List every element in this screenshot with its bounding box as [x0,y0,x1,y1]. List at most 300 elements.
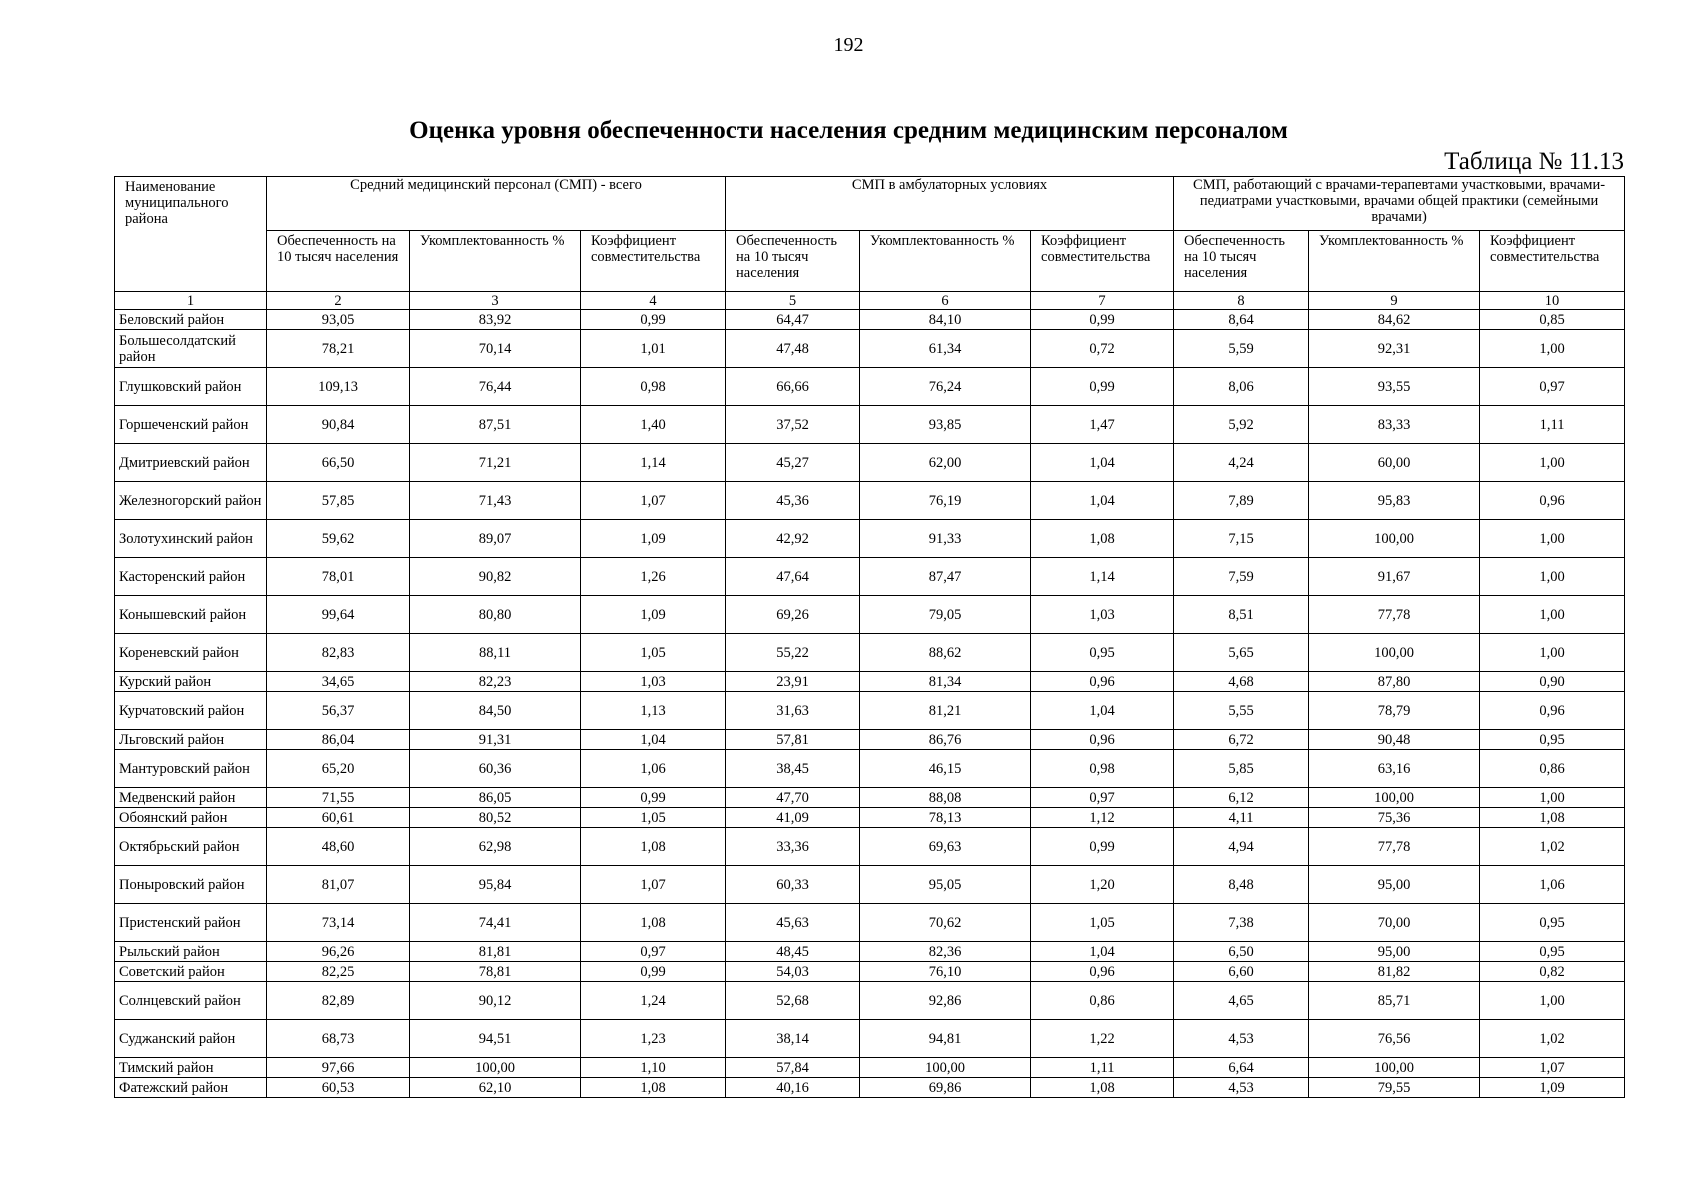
table-cell: 1,09 [581,520,726,558]
table-cell: 5,55 [1174,692,1309,730]
subheader-staffing: Укомплектованность % [410,231,581,292]
table-cell: 95,83 [1309,482,1480,520]
header-group-ambulatory: СМП в амбулаторных условиях [726,177,1174,231]
table-row [115,310,1625,330]
table-cell: 37,52 [726,406,860,444]
subheader-coefficient: Коэффициент совместительства [1031,231,1174,292]
table-cell: 71,43 [410,482,581,520]
table-cell: 0,96 [1480,692,1625,730]
table-cell: 78,79 [1309,692,1480,730]
table-cell: 82,83 [267,634,410,672]
table-cell: 75,36 [1309,808,1480,828]
table-row [115,368,1625,406]
table-cell: 6,60 [1174,962,1309,982]
table-cell: 0,96 [1480,482,1625,520]
table-cell: 82,36 [860,942,1031,962]
table-cell: 1,06 [581,750,726,788]
table-cell: 1,14 [1031,558,1174,596]
table-cell: 0,97 [1480,368,1625,406]
table-cell: 4,11 [1174,808,1309,828]
table-cell: 0,82 [1480,962,1625,982]
table-cell: 88,62 [860,634,1031,672]
table-cell: 1,40 [581,406,726,444]
table-row [115,330,1625,368]
table-row [115,444,1625,482]
table-cell: 4,24 [1174,444,1309,482]
table-cell: 1,08 [581,1078,726,1098]
table-cell: 60,61 [267,808,410,828]
table-cell: 74,41 [410,904,581,942]
table-cell: 57,85 [267,482,410,520]
table-cell: 45,63 [726,904,860,942]
table-cell: 7,59 [1174,558,1309,596]
table-row [115,866,1625,904]
table-cell: 40,16 [726,1078,860,1098]
table-cell: 0,95 [1480,730,1625,750]
table-cell: 80,80 [410,596,581,634]
table-cell: 1,04 [1031,692,1174,730]
table-cell: 1,04 [1031,942,1174,962]
column-number: 10 [1480,292,1625,310]
table-cell: 6,64 [1174,1058,1309,1078]
table-row [115,520,1625,558]
table-cell: 86,04 [267,730,410,750]
table-cell: 0,97 [581,942,726,962]
table-cell: 1,09 [581,596,726,634]
column-number: 5 [726,292,860,310]
table-cell: 100,00 [860,1058,1031,1078]
district-name: Курчатовский район [115,692,267,730]
column-number: 1 [115,292,267,310]
table-cell: 6,50 [1174,942,1309,962]
table-cell: 63,16 [1309,750,1480,788]
table-cell: 1,04 [581,730,726,750]
column-number: 2 [267,292,410,310]
table-cell: 59,62 [267,520,410,558]
district-name: Льговский район [115,730,267,750]
table-cell: 0,99 [581,310,726,330]
table-row [115,828,1625,866]
table-cell: 7,38 [1174,904,1309,942]
table-row [115,982,1625,1020]
table-cell: 1,10 [581,1058,726,1078]
table-cell: 38,45 [726,750,860,788]
table-cell: 96,26 [267,942,410,962]
table-cell: 1,04 [1031,482,1174,520]
table-cell: 81,81 [410,942,581,962]
table-cell: 93,85 [860,406,1031,444]
table-header-row [115,177,1625,231]
table-cell: 1,00 [1480,520,1625,558]
table-cell: 73,14 [267,904,410,942]
table-cell: 61,34 [860,330,1031,368]
table-cell: 0,98 [581,368,726,406]
table-cell: 94,51 [410,1020,581,1058]
table-cell: 1,20 [1031,866,1174,904]
table-cell: 88,08 [860,788,1031,808]
table-cell: 4,53 [1174,1020,1309,1058]
table-row [115,788,1625,808]
table-cell: 92,86 [860,982,1031,1020]
table-cell: 57,81 [726,730,860,750]
table-cell: 1,14 [581,444,726,482]
table-cell: 78,81 [410,962,581,982]
table-cell: 5,92 [1174,406,1309,444]
column-number-row [115,292,1625,310]
table-cell: 57,84 [726,1058,860,1078]
table-cell: 55,22 [726,634,860,672]
subheader-coefficient: Коэффициент совместительства [581,231,726,292]
table-cell: 100,00 [1309,634,1480,672]
table-cell: 64,47 [726,310,860,330]
table-cell: 82,25 [267,962,410,982]
table-cell: 47,64 [726,558,860,596]
table-cell: 54,03 [726,962,860,982]
table-cell: 45,36 [726,482,860,520]
table-cell: 70,62 [860,904,1031,942]
table-cell: 52,68 [726,982,860,1020]
table-cell: 87,47 [860,558,1031,596]
table-cell: 91,33 [860,520,1031,558]
page-number: 192 [833,34,864,56]
table-cell: 48,60 [267,828,410,866]
table-cell: 76,19 [860,482,1031,520]
district-name: Суджанский район [115,1020,267,1058]
table-subheader-row [115,231,1625,292]
table-cell: 46,15 [860,750,1031,788]
table-cell: 100,00 [1309,520,1480,558]
table-cell: 5,85 [1174,750,1309,788]
table-cell: 0,85 [1480,310,1625,330]
table-cell: 4,94 [1174,828,1309,866]
table-cell: 80,52 [410,808,581,828]
table-cell: 60,33 [726,866,860,904]
table-cell: 31,63 [726,692,860,730]
table-cell: 0,98 [1031,750,1174,788]
table-cell: 71,55 [267,788,410,808]
table-cell: 71,21 [410,444,581,482]
subheader-provision: Обеспеченность на 10 тысяч населения [267,231,410,292]
table-row [115,730,1625,750]
table-cell: 1,06 [1480,866,1625,904]
table-cell: 78,13 [860,808,1031,828]
district-name: Советский район [115,962,267,982]
table-cell: 1,08 [1480,808,1625,828]
table-cell: 77,78 [1309,828,1480,866]
table-cell: 100,00 [410,1058,581,1078]
column-number: 7 [1031,292,1174,310]
table-row [115,1020,1625,1058]
table-cell: 79,05 [860,596,1031,634]
table-cell: 70,00 [1309,904,1480,942]
table-cell: 1,08 [581,904,726,942]
table-cell: 1,24 [581,982,726,1020]
table-cell: 76,10 [860,962,1031,982]
table-cell: 90,12 [410,982,581,1020]
table-cell: 1,23 [581,1020,726,1058]
table-cell: 86,05 [410,788,581,808]
table-cell: 23,91 [726,672,860,692]
table-cell: 1,03 [581,672,726,692]
table-cell: 60,36 [410,750,581,788]
district-name: Кореневский район [115,634,267,672]
table-cell: 8,48 [1174,866,1309,904]
table-cell: 48,45 [726,942,860,962]
header-group-district: СМП, работающий с врачами-терапевтами участковыми, врачами-педиатрами участковыми, врачами общей практики (семейными врачами) [1174,177,1625,231]
table-row [115,596,1625,634]
table-cell: 42,92 [726,520,860,558]
table-cell: 90,84 [267,406,410,444]
table-cell: 82,23 [410,672,581,692]
subheader-staffing: Укомплектованность % [1309,231,1480,292]
district-name: Солнцевский район [115,982,267,1020]
district-name: Курский район [115,672,267,692]
table-cell: 0,90 [1480,672,1625,692]
table-cell: 1,00 [1480,444,1625,482]
table-cell: 1,01 [581,330,726,368]
table-cell: 1,04 [1031,444,1174,482]
table-cell: 4,68 [1174,672,1309,692]
table-cell: 68,73 [267,1020,410,1058]
table-cell: 8,51 [1174,596,1309,634]
column-number: 9 [1309,292,1480,310]
document-title: Оценка уровня обеспеченности населения средним медицинским персоналом [409,117,1288,144]
table-cell: 34,65 [267,672,410,692]
district-name: Поныровский район [115,866,267,904]
district-name: Беловский район [115,310,267,330]
district-name: Конышевский район [115,596,267,634]
table-cell: 109,13 [267,368,410,406]
table-cell: 93,55 [1309,368,1480,406]
table-cell: 76,44 [410,368,581,406]
table-cell: 95,84 [410,866,581,904]
table-cell: 92,31 [1309,330,1480,368]
table-cell: 5,59 [1174,330,1309,368]
table-cell: 99,64 [267,596,410,634]
table-row [115,692,1625,730]
table-cell: 62,00 [860,444,1031,482]
table-cell: 1,02 [1480,828,1625,866]
table-cell: 88,11 [410,634,581,672]
table-cell: 0,99 [581,788,726,808]
table-cell: 0,99 [581,962,726,982]
table-cell: 1,12 [1031,808,1174,828]
table-row [115,672,1625,692]
table-cell: 4,53 [1174,1078,1309,1098]
table-row [115,942,1625,962]
table-cell: 1,05 [581,808,726,828]
district-name: Тимский район [115,1058,267,1078]
table-cell: 1,07 [581,482,726,520]
district-name: Обоянский район [115,808,267,828]
subheader-staffing: Укомплектованность % [860,231,1031,292]
table-cell: 79,55 [1309,1078,1480,1098]
table-cell: 0,86 [1480,750,1625,788]
table-cell: 78,21 [267,330,410,368]
table-cell: 6,72 [1174,730,1309,750]
table-cell: 1,00 [1480,558,1625,596]
table-cell: 1,13 [581,692,726,730]
table-label: Таблица № 11.13 [1444,148,1624,175]
table-cell: 0,99 [1031,828,1174,866]
table-cell: 47,70 [726,788,860,808]
district-name: Глушковский район [115,368,267,406]
district-name: Большесолдатский район [115,330,267,368]
subheader-coefficient: Коэффициент совместительства [1480,231,1625,292]
table-cell: 7,15 [1174,520,1309,558]
table-row [115,1058,1625,1078]
table-cell: 90,48 [1309,730,1480,750]
table-cell: 0,95 [1480,904,1625,942]
table-cell: 62,98 [410,828,581,866]
table-cell: 1,00 [1480,596,1625,634]
table-cell: 0,95 [1031,634,1174,672]
district-name: Мантуровский район [115,750,267,788]
table-cell: 83,33 [1309,406,1480,444]
district-name: Золотухинский район [115,520,267,558]
table-cell: 93,05 [267,310,410,330]
table-cell: 1,00 [1480,788,1625,808]
table-row [115,482,1625,520]
table-cell: 0,95 [1480,942,1625,962]
table-cell: 0,96 [1031,730,1174,750]
table-cell: 1,22 [1031,1020,1174,1058]
table-row [115,750,1625,788]
table-cell: 100,00 [1309,1058,1480,1078]
district-name: Дмитриевский район [115,444,267,482]
table-cell: 81,82 [1309,962,1480,982]
header-name-col: Наименование муниципального района [115,177,267,292]
table-cell: 100,00 [1309,788,1480,808]
table-cell: 86,76 [860,730,1031,750]
table-cell: 1,47 [1031,406,1174,444]
table-cell: 8,64 [1174,310,1309,330]
table-cell: 0,72 [1031,330,1174,368]
subheader-provision: Обеспеченность на 10 тысяч населения [1174,231,1309,292]
table-cell: 1,05 [581,634,726,672]
table-cell: 1,00 [1480,330,1625,368]
table-cell: 84,50 [410,692,581,730]
table-cell: 78,01 [267,558,410,596]
table-cell: 1,11 [1480,406,1625,444]
table-cell: 95,05 [860,866,1031,904]
table-cell: 1,05 [1031,904,1174,942]
table-cell: 1,26 [581,558,726,596]
column-number: 4 [581,292,726,310]
table-cell: 0,99 [1031,368,1174,406]
table-cell: 41,09 [726,808,860,828]
staffing-table [114,176,1625,1098]
table-row [115,558,1625,596]
table-row [115,1078,1625,1098]
table-cell: 81,34 [860,672,1031,692]
header-group-total: Средний медицинский персонал (СМП) - всего [267,177,726,231]
table-row [115,406,1625,444]
table-cell: 70,14 [410,330,581,368]
table-cell: 0,99 [1031,310,1174,330]
table-cell: 82,89 [267,982,410,1020]
table-cell: 95,00 [1309,942,1480,962]
table-cell: 66,50 [267,444,410,482]
table-row [115,634,1625,672]
table-cell: 90,82 [410,558,581,596]
table-cell: 84,62 [1309,310,1480,330]
table-cell: 95,00 [1309,866,1480,904]
district-name: Рыльский район [115,942,267,962]
table-cell: 4,65 [1174,982,1309,1020]
table-row [115,904,1625,942]
table-cell: 69,86 [860,1078,1031,1098]
table-cell: 60,00 [1309,444,1480,482]
table-cell: 69,63 [860,828,1031,866]
table-cell: 5,65 [1174,634,1309,672]
table-cell: 76,56 [1309,1020,1480,1058]
table-row [115,962,1625,982]
table-cell: 1,03 [1031,596,1174,634]
district-name: Медвенский район [115,788,267,808]
table-cell: 85,71 [1309,982,1480,1020]
table-cell: 1,09 [1480,1078,1625,1098]
table-cell: 89,07 [410,520,581,558]
table-cell: 7,89 [1174,482,1309,520]
table-cell: 81,21 [860,692,1031,730]
table-cell: 1,07 [581,866,726,904]
table-cell: 38,14 [726,1020,860,1058]
table-cell: 8,06 [1174,368,1309,406]
table-cell: 1,08 [1031,1078,1174,1098]
table-cell: 91,67 [1309,558,1480,596]
table-cell: 94,81 [860,1020,1031,1058]
table-cell: 77,78 [1309,596,1480,634]
table-body [115,177,1625,1098]
table-cell: 1,02 [1480,1020,1625,1058]
table-cell: 47,48 [726,330,860,368]
table-cell: 87,51 [410,406,581,444]
table-cell: 1,00 [1480,982,1625,1020]
table-cell: 45,27 [726,444,860,482]
table-cell: 62,10 [410,1078,581,1098]
district-name: Касторенский район [115,558,267,596]
district-name: Октябрьский район [115,828,267,866]
table-cell: 56,37 [267,692,410,730]
table-cell: 65,20 [267,750,410,788]
table-cell: 97,66 [267,1058,410,1078]
district-name: Пристенский район [115,904,267,942]
column-number: 6 [860,292,1031,310]
column-number: 8 [1174,292,1309,310]
table-cell: 6,12 [1174,788,1309,808]
table-cell: 1,08 [1031,520,1174,558]
table-cell: 84,10 [860,310,1031,330]
table-cell: 1,11 [1031,1058,1174,1078]
table-cell: 1,08 [581,828,726,866]
table-cell: 1,07 [1480,1058,1625,1078]
table-cell: 0,86 [1031,982,1174,1020]
subheader-provision: Обеспеченность на 10 тысяч населения [726,231,860,292]
table-cell: 91,31 [410,730,581,750]
table-cell: 87,80 [1309,672,1480,692]
table-cell: 69,26 [726,596,860,634]
table-cell: 0,96 [1031,962,1174,982]
table-cell: 1,00 [1480,634,1625,672]
table-cell: 0,97 [1031,788,1174,808]
table-cell: 83,92 [410,310,581,330]
table-cell: 81,07 [267,866,410,904]
district-name: Фатежский район [115,1078,267,1098]
table-cell: 33,36 [726,828,860,866]
district-name: Горшеченский район [115,406,267,444]
table-cell: 76,24 [860,368,1031,406]
